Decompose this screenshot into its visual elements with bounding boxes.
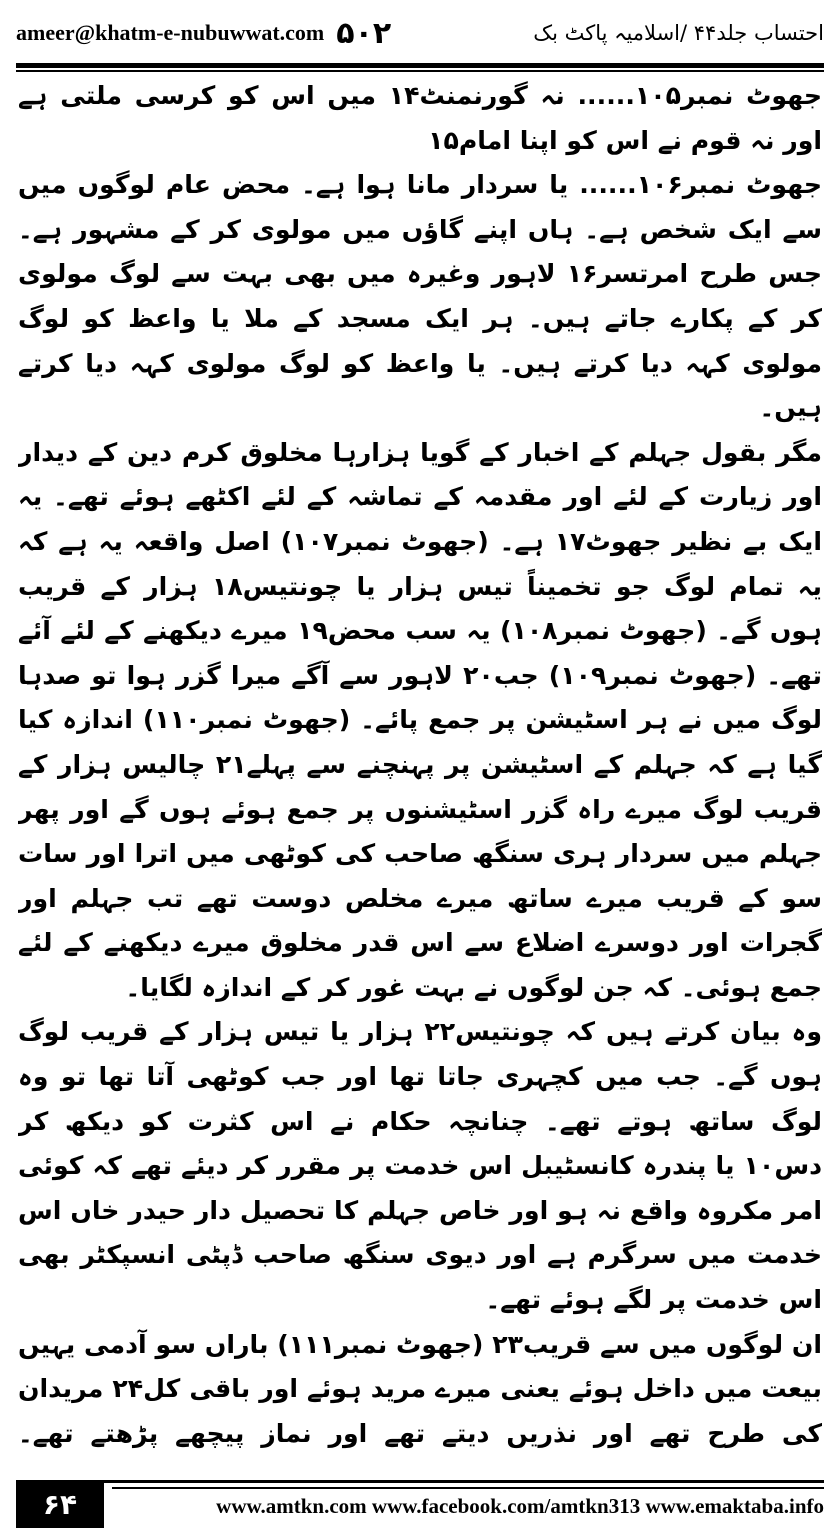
paragraph: جھوٹ نمبر۱۰۶...... یا سردار مانا ہوا ہے۔ محض عام لوگوں میں سے ایک شخص ہے۔ ہاں اپنے گاؤں میں مولوی کر کے مشہور ہے۔ جس طرح امرتسر۱۶ لاہور وغیرہ میں بھی بہت سے لوگ مولوی کر کے پکارے جاتے ہیں۔ ہر ایک مسجد کے ملا یا واعظ کو لوگ مولوی کہہ دیا کرتے ہیں۔ یا واعظ کو لوگ مولوی کہہ دیا کرتے ہیں۔ — [18, 170, 822, 423]
footer-rule-thick — [16, 1480, 824, 1483]
paragraph: مگر بقول جہلم کے اخبار کے گویا ہزارہا مخلوق کرم دین کے دیدار اور زیارت کے لئے اور مقدمہ کے تماشہ کے لئے اکٹھے ہوئے تھے۔ یہ ایک بے نظیر جھوٹ۱۷ ہے۔ (جھوٹ نمبر۱۰۷) اصل واقعہ یہ ہے کہ یہ تمام لوگ جو تخمیناً تیس ہزار یا چونتیس۱۸ ہزار کے قریب ہوں گے۔ (جھوٹ نمبر۱۰۸) یہ سب محض۱۹ میرے دیکھنے کے لئے آئے تھے۔ (جھوٹ نمبر۱۰۹) جب۲۰ لاہور سے آگے میرا گزر ہوا تو صدہا لوگ میں نے ہر اسٹیشن پر جمع پائے۔ (جھوٹ نمبر۱۱۰) اندازہ کیا گیا ہے کہ جہلم کے اسٹیشن پر پہنچنے سے پہلے۲۱ چالیس ہزار کے قریب لوگ میرے راہ گزر اسٹیشنوں پر جمع ہوئے ہوں گے اور پھر جہلم میں سردار ہری سنگھ صاحب کی کوٹھی میں اترا اور سات سو کے قریب میرے ساتھ میرے مخلص دوست تھے تب جہلم اور گجرات اور دوسرے اضلاع سے اس قدر مخلوق میرے دیکھنے کے لئے جمع ہوئی۔ کہ جن لوگوں نے بہت غور کر کے اندازہ لگایا۔ — [18, 437, 822, 1002]
paragraph: وہ بیان کرتے ہیں کہ چونتیس۲۲ ہزار یا تیس ہزار کے قریب لوگ ہوں گے۔ جب میں کچہری جاتا تھا اور جب کوٹھی آتا تھا تو وہ لوگ ساتھ ہوتے تھے۔ چنانچہ حکام نے اس کثرت کو دیکھ کر دس۱۰ یا پندرہ کانسٹیبل اس خدمت پر مقرر کر دیئے تھے کہ کوئی امر مکروہ واقع نہ ہو اور خاص جہلم کا تحصیل دار حیدر خاں اس خدمت میں سرگرم ہے اور دیوی سنگھ صاحب ڈپٹی انسپکٹر بھی اس خدمت پر لگے ہوئے تھے۔ — [18, 1017, 822, 1315]
header-email[interactable]: ameer@khatm-e-nubuwwat.com — [16, 20, 325, 45]
footer-page-box: ۶۴ — [16, 1480, 104, 1528]
paragraph: جھوٹ نمبر۱۰۵...... نہ گورنمنٹ۱۴ میں اس کو کرسی ملتی ہے اور نہ قوم نے اس کو اپنا امام۱۵ — [18, 81, 822, 155]
book-title: احتساب جلد۴۴ /اسلامیہ پاکٹ بک — [533, 21, 824, 45]
page-header — [16, 6, 824, 60]
footer-links[interactable]: www.amtkn.com www.facebook.com/amtkn313 www.emaktaba.info — [216, 1494, 824, 1518]
page-footer — [16, 1480, 824, 1530]
footer-rule-thin — [112, 1487, 824, 1489]
paragraph: ان لوگوں میں سے قریب۲۳ (جھوٹ نمبر۱۱۱) باراں سو آدمی یہیں بیعت میں داخل ہوئے یعنی میرے مرید ہوئے اور باقی کل۲۴ مریدان کی طرح تھے اور نذریں دیتے تھے اور نماز پیچھے پڑھتے تھے۔ — [18, 1329, 822, 1448]
page-body — [18, 74, 822, 1456]
header-rule-thin — [16, 70, 824, 72]
header-left — [16, 16, 391, 51]
page-number: ۵۰۲ — [336, 15, 392, 51]
header-rule-thick — [16, 63, 824, 68]
